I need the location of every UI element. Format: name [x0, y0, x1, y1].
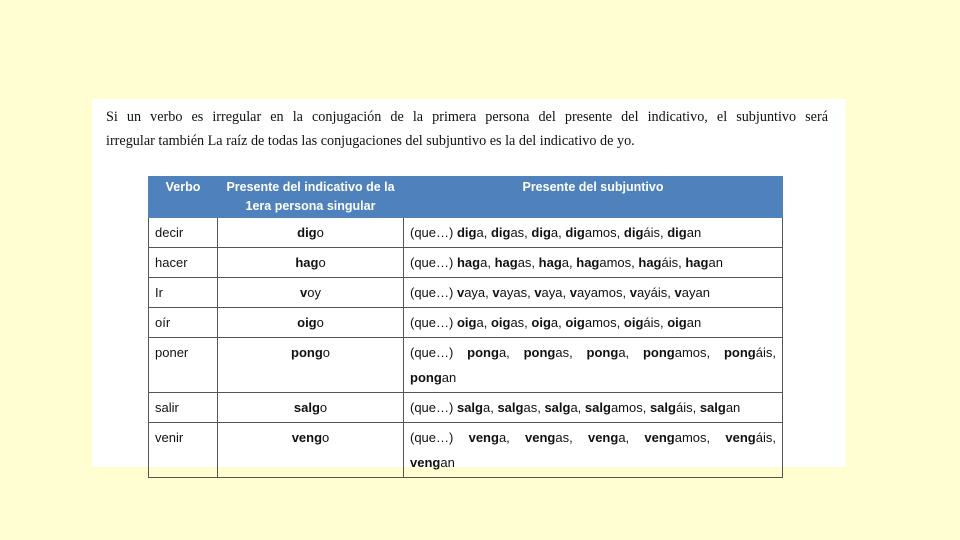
- subjunctive-segment: veng: [725, 430, 756, 445]
- subjunctive-segment: a,: [550, 315, 566, 330]
- header-verbo: Verbo: [149, 177, 218, 218]
- subjunctive-segment: veng: [644, 430, 675, 445]
- subjunctive-segment: v: [629, 285, 637, 300]
- subjunctive-line-2: [410, 370, 456, 385]
- subjunctive-segment: salg: [456, 400, 483, 415]
- table-row: [149, 248, 783, 278]
- subjunctive-segment: hag: [456, 255, 481, 270]
- header-presente-subjuntivo: Presente del subjuntivo: [404, 177, 783, 218]
- subjunctive-segment: an: [686, 315, 702, 330]
- subjunctive-segment: ayáis,: [636, 285, 675, 300]
- present-segment: oy: [307, 285, 321, 300]
- table-row: [149, 308, 783, 338]
- subjunctive-segment: ayas,: [499, 285, 535, 300]
- subjunctive-segment: a,: [476, 225, 491, 240]
- subjunctive-segment: veng: [525, 430, 556, 445]
- subjunctive-segment: oig: [667, 315, 687, 330]
- present-segment: o: [322, 430, 330, 445]
- subjunctive-segment: as,: [523, 400, 545, 415]
- verb-cell: poner: [149, 338, 218, 393]
- subjunctive-segment: v: [456, 285, 465, 300]
- subjunctive-segment: a,: [482, 400, 498, 415]
- present-indicative-cell: [218, 423, 404, 478]
- present-indicative-cell: [218, 393, 404, 423]
- subjunctive-segment: a,: [498, 430, 526, 445]
- subjunctive-segment: áis,: [643, 315, 668, 330]
- subjunctive-segment: oig: [565, 315, 585, 330]
- subjunctive-segment: as,: [510, 315, 532, 330]
- subjunctive-segment: a,: [550, 225, 566, 240]
- subjunctive-segment: a,: [618, 345, 643, 360]
- subjunctive-segment: as,: [517, 255, 539, 270]
- subjunctive-segment: an: [708, 255, 723, 270]
- subjunctive-segment: (que…): [410, 430, 469, 445]
- subjunctive-segment: a,: [476, 315, 491, 330]
- present-indicative-cell: [218, 248, 404, 278]
- subjunctive-segment: hag: [494, 255, 518, 270]
- subjunctive-segment: pong: [586, 345, 619, 360]
- present-segment: o: [322, 345, 330, 360]
- subjunctive-line-1: [410, 425, 776, 450]
- subjunctive-segment: pong: [642, 345, 675, 360]
- subjunctive-segment: (que…): [410, 225, 457, 240]
- present-segment: pong: [291, 345, 323, 360]
- subjunctive-segment: an: [686, 225, 702, 240]
- subjunctive-segment: amos,: [674, 430, 726, 445]
- table-body: [149, 218, 783, 478]
- present-subjunctive-cell: [404, 338, 783, 393]
- present-indicative-cell: [218, 278, 404, 308]
- present-segment: o: [316, 225, 324, 240]
- subjunctive-segment: amos,: [599, 255, 639, 270]
- subjunctive-segment: áis,: [755, 345, 776, 360]
- subjunctive-segment: an: [440, 455, 455, 470]
- subjunctive-segment: (que…): [410, 285, 457, 300]
- verb-cell: Ir: [149, 278, 218, 308]
- subjunctive-segment: pong: [723, 345, 756, 360]
- subjunctive-segment: áis,: [643, 225, 668, 240]
- subjunctive-segment: salg: [699, 400, 726, 415]
- subjunctive-segment: dig: [623, 225, 644, 240]
- subjunctive-segment: hag: [638, 255, 662, 270]
- subjunctive-segment: v: [569, 285, 577, 300]
- subjunctive-segment: (que…): [410, 315, 457, 330]
- present-segment: v: [300, 285, 308, 300]
- subjunctive-segment: aya,: [464, 285, 493, 300]
- subjunctive-segment: oig: [623, 315, 644, 330]
- subjunctive-segment: dig: [490, 225, 511, 240]
- subjunctive-segment: a,: [618, 430, 645, 445]
- intro-line-2: irregular también La raíz de todas las conjugaciones del subjuntivo es la del indicativo de yo.: [106, 133, 635, 149]
- subjunctive-segment: a,: [480, 255, 495, 270]
- table-row: [149, 423, 783, 478]
- verb-cell: decir: [149, 218, 218, 248]
- present-segment: o: [316, 315, 324, 330]
- subjunctive-segment: oig: [490, 315, 511, 330]
- subjunctive-segment: ayamos,: [576, 285, 630, 300]
- subjunctive-segment: an: [725, 400, 741, 415]
- subjunctive-segment: hag: [576, 255, 600, 270]
- subjunctive-segment: salg: [649, 400, 676, 415]
- header-presente-indicativo: Presente del indicativo de la 1era persona singular: [218, 177, 404, 218]
- subjunctive-segment: amos,: [674, 345, 724, 360]
- present-segment: o: [319, 400, 328, 415]
- subjunctive-segment: v: [534, 285, 542, 300]
- present-segment: dig: [297, 225, 317, 240]
- verb-cell: venir: [149, 423, 218, 478]
- present-segment: o: [318, 255, 326, 270]
- subjunctive-segment: oig: [531, 315, 551, 330]
- subjunctive-segment: veng: [468, 430, 499, 445]
- subjunctive-segment: a,: [561, 255, 577, 270]
- present-segment: hag: [295, 255, 319, 270]
- subjunctive-segment: dig: [565, 225, 585, 240]
- intro-paragraph: [106, 105, 828, 153]
- subjunctive-segment: aya,: [541, 285, 570, 300]
- document-page: [92, 99, 846, 470]
- present-subjunctive-cell: [404, 248, 783, 278]
- table-row: [149, 278, 783, 308]
- subjunctive-segment: a,: [498, 345, 524, 360]
- present-segment: veng: [291, 430, 323, 445]
- subjunctive-segment: v: [674, 285, 682, 300]
- subjunctive-segment: hag: [538, 255, 562, 270]
- subjunctive-line-1: [410, 340, 776, 365]
- subjunctive-segment: a,: [570, 400, 585, 415]
- subjunctive-segment: áis,: [675, 400, 700, 415]
- subjunctive-segment: dig: [531, 225, 551, 240]
- present-subjunctive-cell: [404, 308, 783, 338]
- subjunctive-segment: (que…): [410, 400, 457, 415]
- subjunctive-segment: amos,: [584, 315, 624, 330]
- subjunctive-segment: dig: [667, 225, 687, 240]
- subjunctive-segment: (que…): [410, 255, 457, 270]
- subjunctive-segment: as,: [510, 225, 532, 240]
- subjunctive-segment: amos,: [610, 400, 650, 415]
- subjunctive-segment: salg: [544, 400, 571, 415]
- present-segment: salg: [293, 400, 320, 415]
- subjunctive-segment: as,: [555, 430, 588, 445]
- verb-cell: oír: [149, 308, 218, 338]
- table-row: [149, 218, 783, 248]
- present-subjunctive-cell: [404, 393, 783, 423]
- subjunctive-segment: pong: [410, 370, 442, 385]
- subjunctive-segment: áis,: [755, 430, 776, 445]
- subjunctive-segment: v: [492, 285, 500, 300]
- subjunctive-segment: hag: [685, 255, 709, 270]
- subjunctive-segment: áis,: [661, 255, 686, 270]
- subjunctive-segment: dig: [456, 225, 477, 240]
- subjunctive-segment: ayan: [681, 285, 710, 300]
- subjunctive-segment: salg: [497, 400, 524, 415]
- conjugation-table: [148, 176, 783, 478]
- present-subjunctive-cell: [404, 423, 783, 478]
- subjunctive-segment: salg: [584, 400, 611, 415]
- present-subjunctive-cell: [404, 218, 783, 248]
- present-segment: oig: [297, 315, 317, 330]
- subjunctive-segment: amos,: [584, 225, 624, 240]
- subjunctive-segment: (que…): [410, 345, 468, 360]
- present-indicative-cell: [218, 218, 404, 248]
- present-subjunctive-cell: [404, 278, 783, 308]
- table-header-row: [149, 177, 783, 218]
- subjunctive-segment: veng: [587, 430, 619, 445]
- intro-line-1: Si un verbo es irregular en la conjugación de la primera persona del presente del indicativo, el subjuntivo será: [106, 109, 828, 125]
- table-row: [149, 338, 783, 393]
- subjunctive-line-2: [410, 455, 455, 470]
- subjunctive-segment: veng: [410, 455, 441, 470]
- verb-cell: hacer: [149, 248, 218, 278]
- table-row: [149, 393, 783, 423]
- subjunctive-segment: pong: [467, 345, 499, 360]
- subjunctive-segment: as,: [555, 345, 587, 360]
- subjunctive-segment: pong: [523, 345, 556, 360]
- present-indicative-cell: [218, 308, 404, 338]
- subjunctive-segment: oig: [456, 315, 477, 330]
- subjunctive-segment: an: [441, 370, 457, 385]
- present-indicative-cell: [218, 338, 404, 393]
- verb-cell: salir: [149, 393, 218, 423]
